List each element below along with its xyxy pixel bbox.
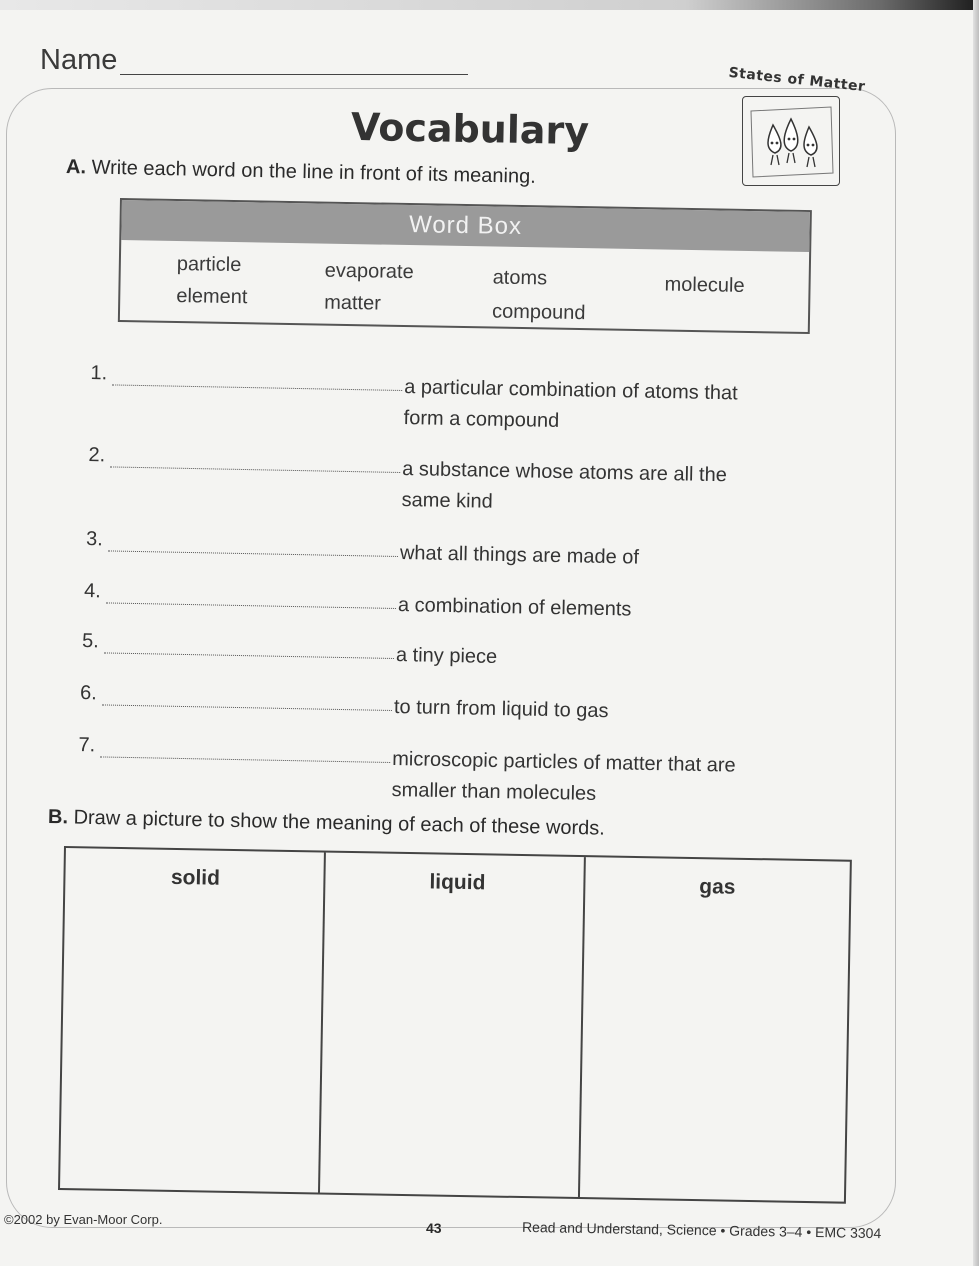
definition-line: form a compound <box>403 407 560 433</box>
item-number: 3. <box>85 528 104 551</box>
answer-line[interactable] <box>112 384 402 391</box>
item-number: 7. <box>78 734 96 757</box>
answer-line[interactable] <box>104 652 394 659</box>
drawing-area-liquid[interactable] <box>324 903 579 1191</box>
item-definition: a tiny piece <box>395 644 498 668</box>
word-box-word: evaporate <box>324 259 414 284</box>
word-box-word: molecule <box>664 273 745 297</box>
list-item <box>87 444 808 528</box>
drawing-area-solid[interactable] <box>64 898 319 1186</box>
item-number: 4. <box>83 580 102 603</box>
word-box-word: compound <box>491 300 586 325</box>
item-definition <box>401 454 727 522</box>
section-b-letter: B. <box>47 806 69 829</box>
column-header-solid: solid <box>170 865 221 890</box>
word-box <box>118 198 812 334</box>
list-item <box>77 734 798 818</box>
answer-line[interactable] <box>108 550 398 557</box>
word-box-word: particle <box>176 253 242 277</box>
definition-line: microscopic particles of matter that are <box>392 748 736 777</box>
item-number: 6. <box>79 682 98 705</box>
scan-top-edge <box>0 0 979 10</box>
page-number: 43 <box>426 1220 442 1236</box>
section-b-text: Draw a picture to show the meaning of each of these words. <box>73 806 606 840</box>
item-definition: to turn from liquid to gas <box>393 696 609 723</box>
definition-line: a particular combination of atoms that <box>404 376 738 405</box>
item-definition <box>391 744 736 813</box>
footer-copyright: ©2002 by Evan-Moor Corp. <box>4 1212 163 1227</box>
word-box-word: element <box>176 284 248 309</box>
item-number: 5. <box>81 630 100 653</box>
badge-title: States of Matter <box>727 64 867 96</box>
name-field-line[interactable] <box>120 74 468 75</box>
footer-series: Read and Understand, Science • Grades 3–4 • EMC 3304 <box>521 1218 882 1242</box>
drawing-area-gas[interactable] <box>584 907 843 1195</box>
scan-right-edge <box>973 0 979 1266</box>
item-number: 2. <box>88 444 106 467</box>
item-number: 1. <box>90 362 108 385</box>
definition-line: same kind <box>401 489 494 513</box>
answer-line[interactable] <box>102 704 392 711</box>
word-box-title: Word Box <box>121 200 810 252</box>
definition-line: a substance whose atoms are all the <box>402 458 728 487</box>
item-definition: what all things are made of <box>399 542 640 569</box>
definition-line: smaller than molecules <box>391 779 597 805</box>
word-box-word: atoms <box>492 266 548 290</box>
answer-line[interactable] <box>106 602 396 609</box>
name-label: Name <box>40 44 118 76</box>
item-definition <box>403 372 738 440</box>
answer-line[interactable] <box>100 756 390 763</box>
answer-line[interactable] <box>110 466 400 473</box>
column-header-liquid: liquid <box>429 870 486 895</box>
page-title: Vocabulary <box>350 104 590 154</box>
item-definition: a combination of elements <box>397 594 632 621</box>
column-header-gas: gas <box>699 875 736 899</box>
section-a-letter: A. <box>65 156 87 179</box>
word-box-word: matter <box>324 291 382 315</box>
list-item <box>89 362 810 446</box>
section-a-text: Write each word on the line in front of its meaning. <box>91 156 537 188</box>
drawing-table <box>58 846 852 1204</box>
